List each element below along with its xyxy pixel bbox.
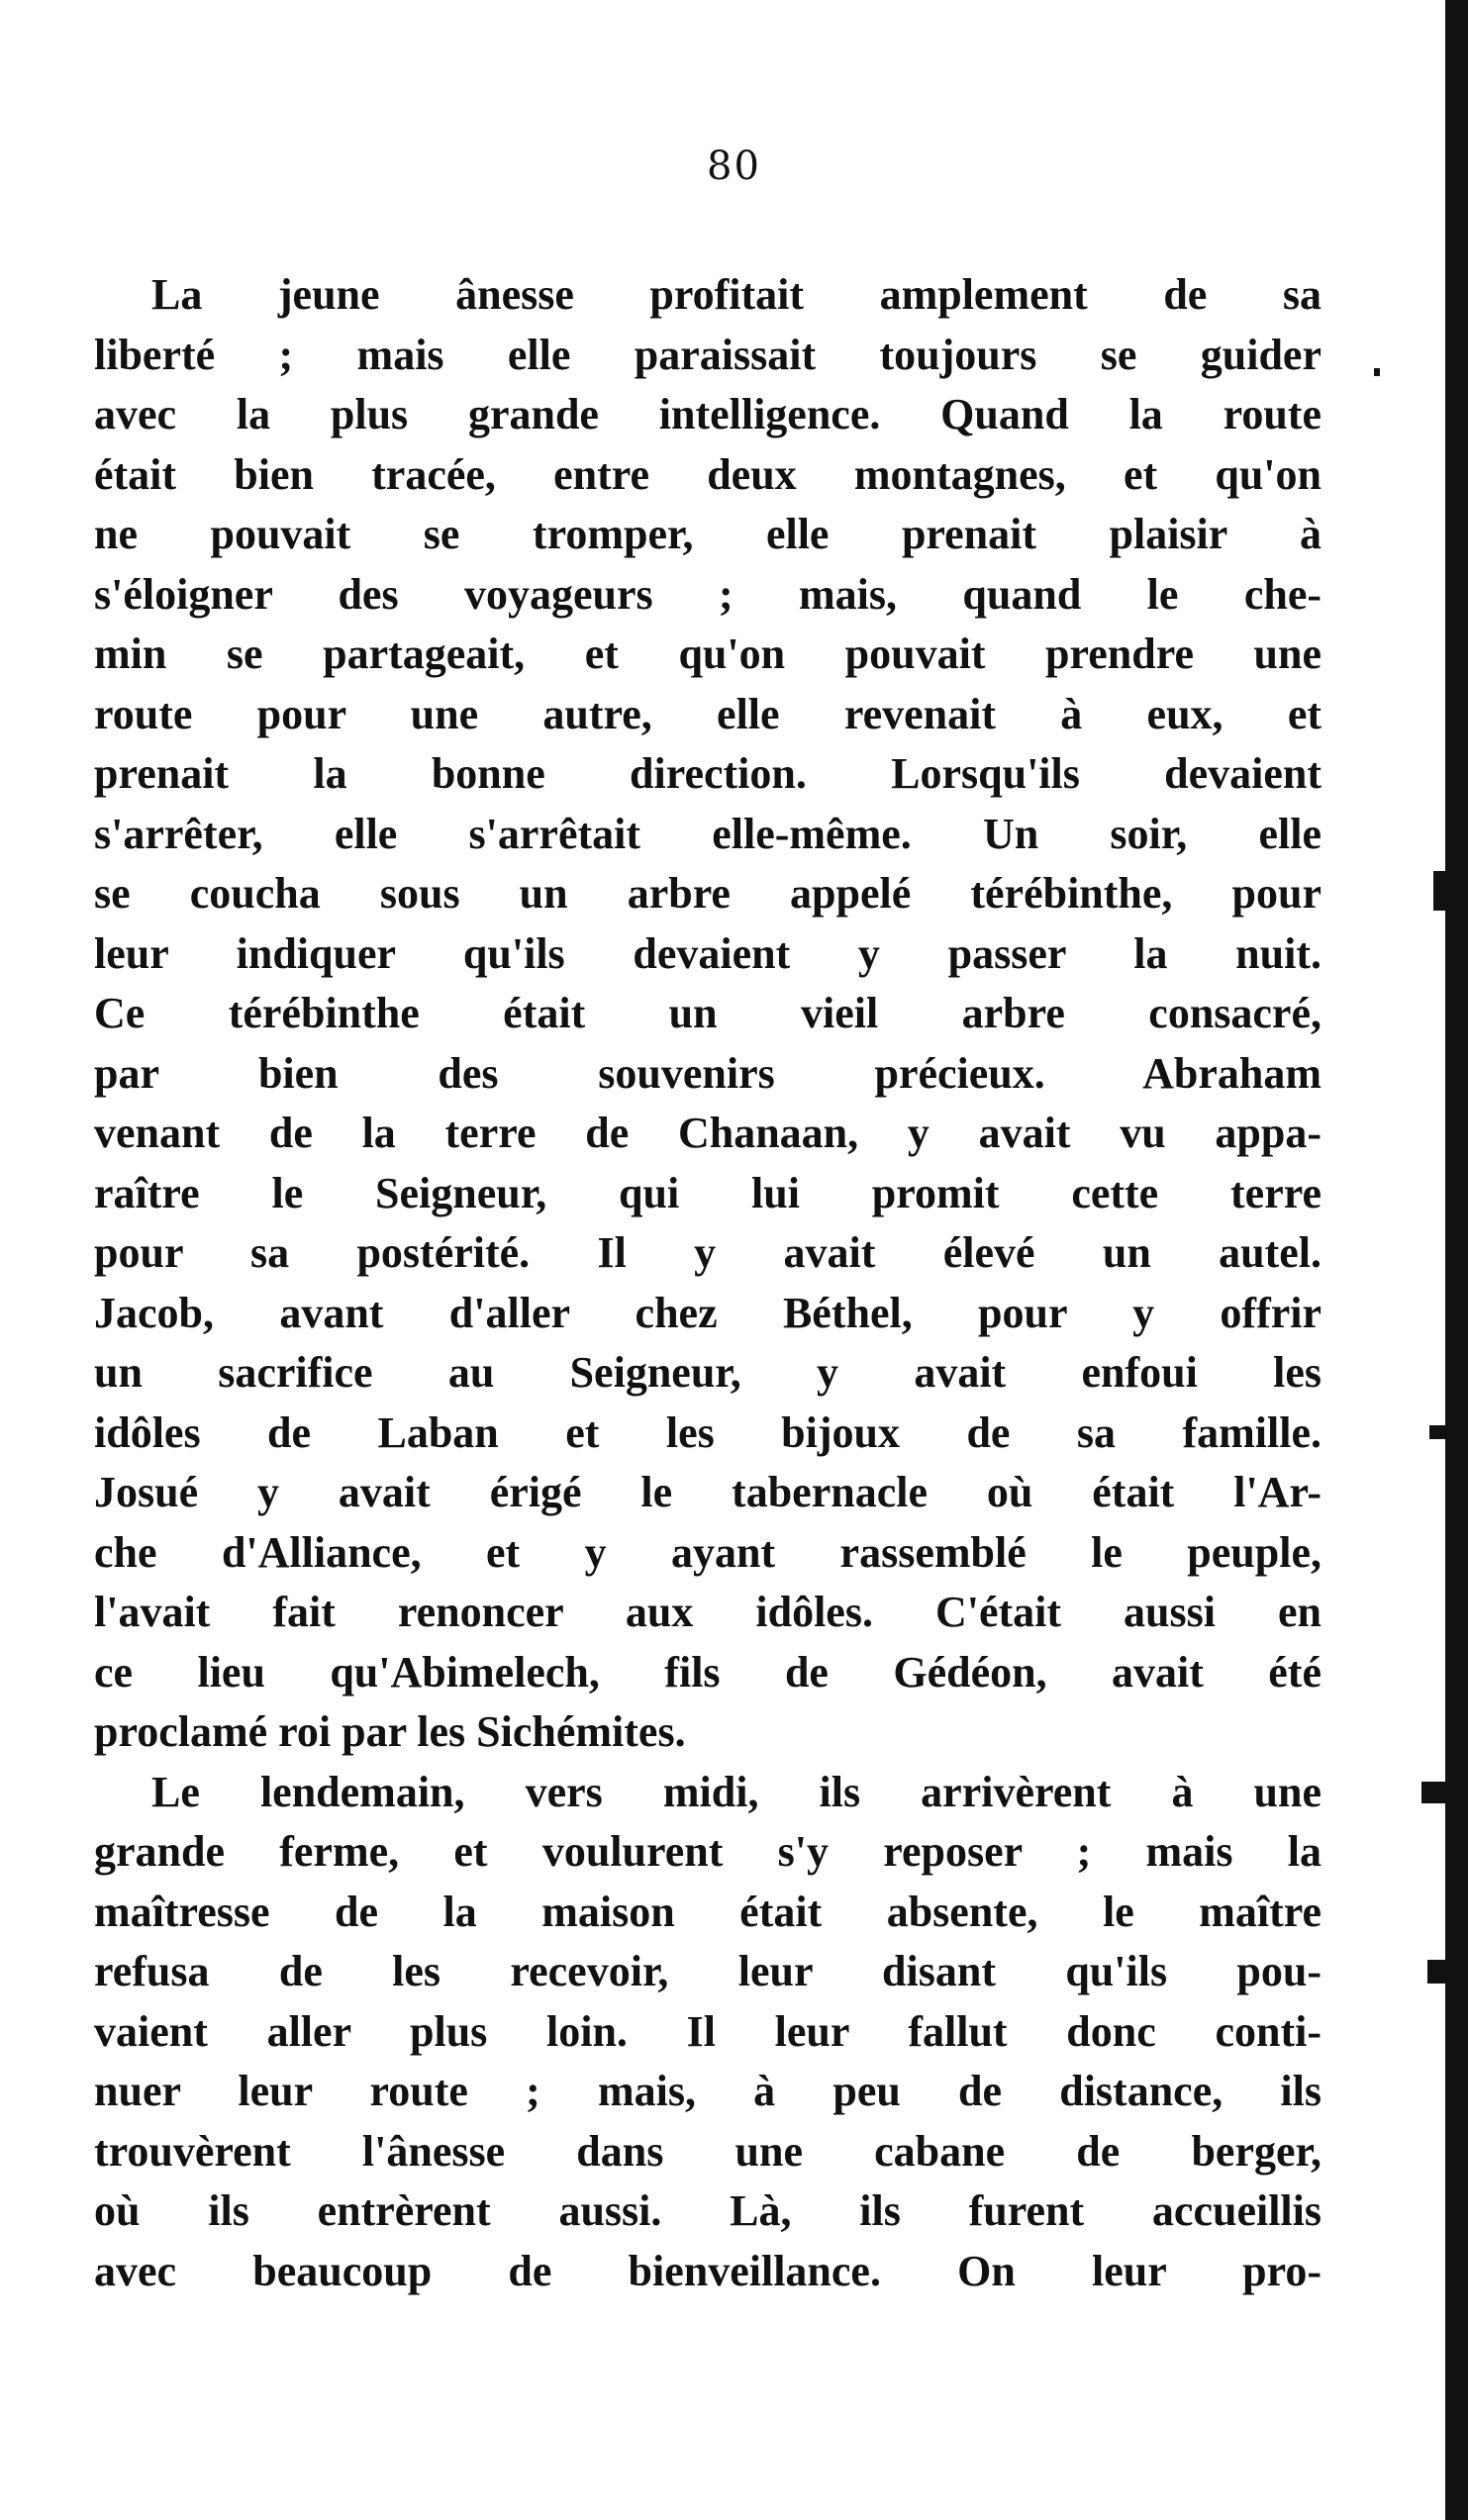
paragraph [94,1763,1321,2302]
text-line: était bien tracée, entre deux montagnes, et qu'on [94,449,1321,499]
text-line: où ils entrèrent aussi. Là, ils furent accueillis [94,2186,1321,2235]
text-line: trouvèrent l'ânesse dans une cabane de berger, [94,2126,1321,2176]
text-line: nuer leur route ; mais, à peu de distance, ils [94,2067,1321,2115]
text-line: prenait la bonne direction. Lorsqu'ils devaient [94,749,1321,798]
text-line: pour sa postérité. Il y avait élevé un autel. [94,1228,1321,1277]
text-line: refusa de les recevoir, leur disant qu'ils pou- [94,1947,1321,1995]
text-line: La jeune ânesse profitait amplement de sa [151,270,1321,319]
page-number: 80 [707,144,761,189]
text-line: maîtresse de la maison était absente, le maître [94,1887,1321,1936]
edge-speck [1427,1960,1445,1984]
paragraph [94,265,1321,1763]
text-line: leur indiquer qu'ils devaient y passer la nuit. [94,928,1321,978]
text-line: venant de la terre de Chanaan, y avait vu appa- [94,1109,1321,1157]
text-line: min se partageait, et qu'on pouvait prendre une [94,630,1321,678]
text-line: vaient aller plus loin. Il leur fallut donc conti- [94,2006,1321,2056]
text-line: Josué y avait érigé le tabernacle où était l'Ar- [94,1468,1321,1516]
text-line: Le lendemain, vers midi, ils arrivèrent à une [151,1767,1321,1816]
text-line: Jacob, avant d'aller chez Béthel, pour y offrir [94,1288,1321,1337]
text-line: un sacrifice au Seigneur, y avait enfoui les [94,1348,1321,1397]
text-line: idôles de Laban et les bijoux de sa famille. [94,1407,1321,1457]
text-line: l'avait fait renoncer aux idôles. C'était aussi en [94,1588,1321,1636]
text-line: route pour une autre, elle revenait à eux, et [94,689,1321,738]
edge-speck [1421,1782,1445,1803]
text-line: ce lieu qu'Abimelech, fils de Gédéon, avait été [94,1647,1321,1696]
text-line: avec beaucoup de bienveillance. On leur pro- [94,2246,1321,2295]
edge-speck [1374,368,1380,376]
text-line: proclamé roi par les Sichémites. [94,1707,686,1756]
text-line: raître le Seigneur, qui lui promit cette terre [94,1168,1321,1217]
text-line: se coucha sous un arbre appelé térébinthe, pour [94,869,1321,918]
text-line: s'éloigner des voyageurs ; mais, quand le che- [94,569,1321,619]
text-line: avec la plus grande intelligence. Quand la route [94,390,1321,438]
text-line: Ce térébinthe était un vieil arbre consacré, [94,989,1321,1037]
edge-speck [1429,1425,1445,1439]
text-line: s'arrêter, elle s'arrêtait elle-même. Un soir, elle [94,809,1321,858]
text-line: liberté ; mais elle paraissait toujours se guider [94,330,1321,379]
body-text [94,265,1321,2301]
page-edge-shadow [1445,0,1468,2520]
text-line: che d'Alliance, et y ayant rassemblé le peuple, [94,1527,1321,1577]
text-line: ne pouvait se tromper, elle prenait plaisir à [94,510,1321,558]
text-line: grande ferme, et voulurent s'y reposer ; mais la [94,1827,1321,1876]
edge-speck [1433,871,1445,911]
text-line: par bien des souvenirs précieux. Abraham [94,1048,1321,1098]
